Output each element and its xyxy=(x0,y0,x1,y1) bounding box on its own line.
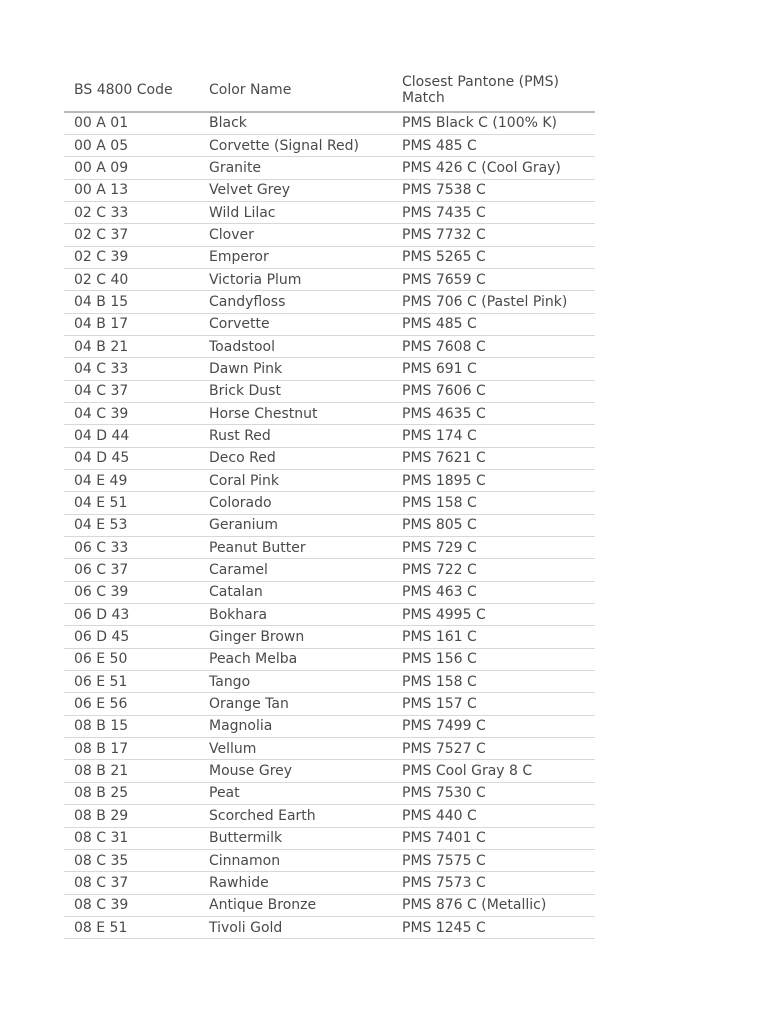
table-row xyxy=(64,492,595,514)
pantone-match-cell: PMS 7573 C xyxy=(392,872,595,894)
pantone-match-cell: PMS 722 C xyxy=(392,559,595,581)
pantone-match-cell: PMS Cool Gray 8 C xyxy=(392,760,595,782)
color-name-cell: Rawhide xyxy=(199,872,392,894)
bs4800-code-cell: 04 E 53 xyxy=(64,514,199,536)
color-name-cell: Vellum xyxy=(199,738,392,760)
bs4800-code-cell: 08 C 37 xyxy=(64,872,199,894)
pantone-match-cell: PMS 5265 C xyxy=(392,246,595,268)
color-name-cell: Brick Dust xyxy=(199,380,392,402)
pantone-match-cell: PMS 7538 C xyxy=(392,179,595,201)
table-row xyxy=(64,134,595,156)
color-name-cell: Ginger Brown xyxy=(199,626,392,648)
table-row xyxy=(64,425,595,447)
table-row xyxy=(64,693,595,715)
bs4800-code-cell: 02 C 39 xyxy=(64,246,199,268)
table-row xyxy=(64,537,595,559)
header-bs4800-code: BS 4800 Code xyxy=(64,70,199,112)
pantone-match-cell: PMS 156 C xyxy=(392,648,595,670)
color-name-cell: Magnolia xyxy=(199,715,392,737)
color-name-cell: Black xyxy=(199,112,392,134)
color-name-cell: Rust Red xyxy=(199,425,392,447)
pantone-match-cell: PMS 157 C xyxy=(392,693,595,715)
color-name-cell: Emperor xyxy=(199,246,392,268)
table-row xyxy=(64,402,595,424)
pantone-match-cell: PMS 426 C (Cool Gray) xyxy=(392,157,595,179)
table-row xyxy=(64,470,595,492)
table-row xyxy=(64,447,595,469)
pantone-match-cell: PMS 7401 C xyxy=(392,827,595,849)
table-row xyxy=(64,157,595,179)
pantone-match-cell: PMS 1245 C xyxy=(392,916,595,938)
color-name-cell: Caramel xyxy=(199,559,392,581)
table-row xyxy=(64,894,595,916)
bs4800-code-cell: 08 B 15 xyxy=(64,715,199,737)
color-name-cell: Corvette xyxy=(199,313,392,335)
table-row xyxy=(64,916,595,938)
table-row xyxy=(64,224,595,246)
bs4800-code-cell: 06 C 33 xyxy=(64,537,199,559)
table-row xyxy=(64,827,595,849)
pantone-match-cell: PMS 805 C xyxy=(392,514,595,536)
color-name-cell: Clover xyxy=(199,224,392,246)
table-row xyxy=(64,849,595,871)
table-row xyxy=(64,268,595,290)
pantone-match-cell: PMS 7575 C xyxy=(392,849,595,871)
color-name-cell: Horse Chestnut xyxy=(199,402,392,424)
bs4800-code-cell: 04 C 37 xyxy=(64,380,199,402)
bs4800-code-cell: 04 D 44 xyxy=(64,425,199,447)
color-match-table xyxy=(64,70,595,939)
bs4800-code-cell: 04 E 49 xyxy=(64,470,199,492)
bs4800-code-cell: 04 C 39 xyxy=(64,402,199,424)
table-row xyxy=(64,626,595,648)
color-name-cell: Catalan xyxy=(199,581,392,603)
pantone-match-cell: PMS 706 C (Pastel Pink) xyxy=(392,291,595,313)
pantone-match-cell: PMS 691 C xyxy=(392,358,595,380)
color-name-cell: Granite xyxy=(199,157,392,179)
pantone-match-cell: PMS Black C (100% K) xyxy=(392,112,595,134)
table-row xyxy=(64,559,595,581)
color-name-cell: Orange Tan xyxy=(199,693,392,715)
table-row xyxy=(64,380,595,402)
color-name-cell: Cinnamon xyxy=(199,849,392,871)
bs4800-code-cell: 00 A 13 xyxy=(64,179,199,201)
color-name-cell: Scorched Earth xyxy=(199,805,392,827)
table-row xyxy=(64,313,595,335)
pantone-match-cell: PMS 4995 C xyxy=(392,604,595,626)
color-name-cell: Velvet Grey xyxy=(199,179,392,201)
bs4800-code-cell: 04 E 51 xyxy=(64,492,199,514)
table-row xyxy=(64,671,595,693)
table-row xyxy=(64,201,595,223)
bs4800-code-cell: 00 A 05 xyxy=(64,134,199,156)
bs4800-code-cell: 04 C 33 xyxy=(64,358,199,380)
pantone-match-cell: PMS 729 C xyxy=(392,537,595,559)
pantone-match-cell: PMS 7527 C xyxy=(392,738,595,760)
bs4800-code-cell: 02 C 40 xyxy=(64,268,199,290)
pantone-match-cell: PMS 7435 C xyxy=(392,201,595,223)
bs4800-code-cell: 06 E 50 xyxy=(64,648,199,670)
color-name-cell: Peat xyxy=(199,782,392,804)
color-name-cell: Geranium xyxy=(199,514,392,536)
header-color-name: Color Name xyxy=(199,70,392,112)
bs4800-code-cell: 06 D 45 xyxy=(64,626,199,648)
table-row xyxy=(64,648,595,670)
color-name-cell: Candyfloss xyxy=(199,291,392,313)
table-row xyxy=(64,738,595,760)
bs4800-code-cell: 08 B 21 xyxy=(64,760,199,782)
table-row xyxy=(64,112,595,134)
table-row xyxy=(64,805,595,827)
bs4800-code-cell: 04 B 21 xyxy=(64,335,199,357)
pantone-match-cell: PMS 174 C xyxy=(392,425,595,447)
table-row xyxy=(64,715,595,737)
color-name-cell: Corvette (Signal Red) xyxy=(199,134,392,156)
bs4800-code-cell: 08 C 31 xyxy=(64,827,199,849)
bs4800-code-cell: 08 E 51 xyxy=(64,916,199,938)
color-name-cell: Wild Lilac xyxy=(199,201,392,223)
color-name-cell: Peach Melba xyxy=(199,648,392,670)
table-row xyxy=(64,335,595,357)
pantone-match-cell: PMS 7659 C xyxy=(392,268,595,290)
bs4800-code-cell: 06 D 43 xyxy=(64,604,199,626)
bs4800-code-cell: 04 B 15 xyxy=(64,291,199,313)
color-name-cell: Bokhara xyxy=(199,604,392,626)
table-row xyxy=(64,581,595,603)
pantone-match-cell: PMS 4635 C xyxy=(392,402,595,424)
table-row xyxy=(64,179,595,201)
bs4800-code-cell: 08 C 39 xyxy=(64,894,199,916)
table-row xyxy=(64,872,595,894)
bs4800-code-cell: 04 B 17 xyxy=(64,313,199,335)
pantone-match-cell: PMS 876 C (Metallic) xyxy=(392,894,595,916)
table-row xyxy=(64,514,595,536)
table-row xyxy=(64,782,595,804)
color-name-cell: Victoria Plum xyxy=(199,268,392,290)
pantone-match-cell: PMS 158 C xyxy=(392,492,595,514)
pantone-match-cell: PMS 7530 C xyxy=(392,782,595,804)
bs4800-code-cell: 06 E 56 xyxy=(64,693,199,715)
pantone-match-cell: PMS 1895 C xyxy=(392,470,595,492)
bs4800-code-cell: 08 C 35 xyxy=(64,849,199,871)
color-name-cell: Coral Pink xyxy=(199,470,392,492)
color-name-cell: Antique Bronze xyxy=(199,894,392,916)
pantone-match-cell: PMS 158 C xyxy=(392,671,595,693)
bs4800-code-cell: 06 E 51 xyxy=(64,671,199,693)
table-row xyxy=(64,358,595,380)
bs4800-code-cell: 06 C 37 xyxy=(64,559,199,581)
bs4800-code-cell: 08 B 29 xyxy=(64,805,199,827)
bs4800-code-cell: 02 C 33 xyxy=(64,201,199,223)
bs4800-code-cell: 04 D 45 xyxy=(64,447,199,469)
color-name-cell: Tango xyxy=(199,671,392,693)
bs4800-code-cell: 08 B 17 xyxy=(64,738,199,760)
header-pantone-match: Closest Pantone (PMS) Match xyxy=(392,70,595,112)
table-row xyxy=(64,604,595,626)
pantone-match-cell: PMS 7608 C xyxy=(392,335,595,357)
table-row xyxy=(64,246,595,268)
bs4800-code-cell: 00 A 09 xyxy=(64,157,199,179)
color-name-cell: Dawn Pink xyxy=(199,358,392,380)
pantone-match-cell: PMS 485 C xyxy=(392,134,595,156)
pantone-match-cell: PMS 463 C xyxy=(392,581,595,603)
pantone-match-cell: PMS 161 C xyxy=(392,626,595,648)
color-name-cell: Tivoli Gold xyxy=(199,916,392,938)
color-name-cell: Toadstool xyxy=(199,335,392,357)
bs4800-code-cell: 02 C 37 xyxy=(64,224,199,246)
pantone-match-cell: PMS 7499 C xyxy=(392,715,595,737)
bs4800-code-cell: 00 A 01 xyxy=(64,112,199,134)
color-name-cell: Colorado xyxy=(199,492,392,514)
pantone-match-cell: PMS 440 C xyxy=(392,805,595,827)
pantone-match-cell: PMS 485 C xyxy=(392,313,595,335)
table-row xyxy=(64,760,595,782)
table-header-row xyxy=(64,70,595,112)
color-name-cell: Deco Red xyxy=(199,447,392,469)
color-name-cell: Buttermilk xyxy=(199,827,392,849)
pantone-match-cell: PMS 7621 C xyxy=(392,447,595,469)
pantone-match-cell: PMS 7606 C xyxy=(392,380,595,402)
color-name-cell: Mouse Grey xyxy=(199,760,392,782)
color-name-cell: Peanut Butter xyxy=(199,537,392,559)
table-body xyxy=(64,112,595,939)
table-row xyxy=(64,291,595,313)
pantone-match-cell: PMS 7732 C xyxy=(392,224,595,246)
bs4800-code-cell: 08 B 25 xyxy=(64,782,199,804)
bs4800-code-cell: 06 C 39 xyxy=(64,581,199,603)
